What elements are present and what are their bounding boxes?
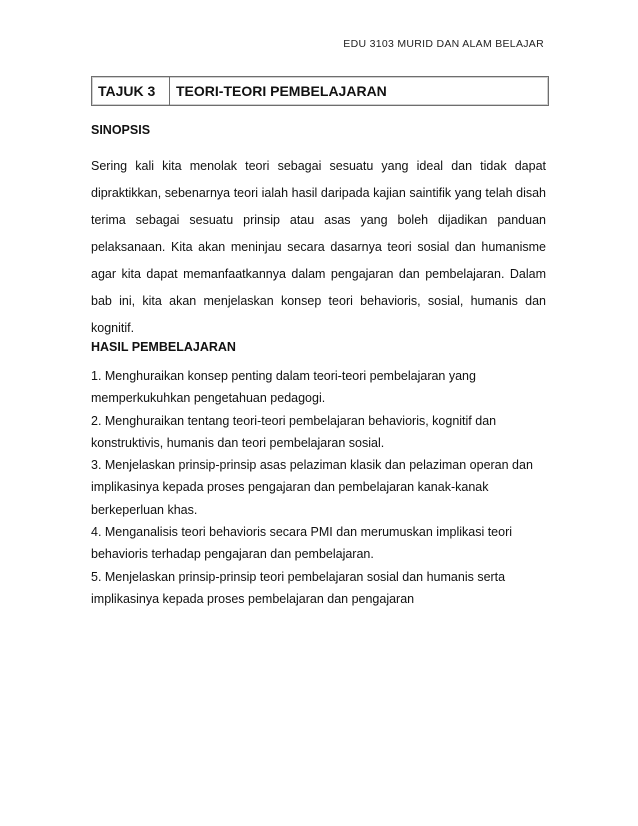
synopsis-paragraph: Sering kali kita menolak teori sebagai sesuatu yang ideal dan tidak dapat dipraktikkan, sebenarnya teori ialah hasil daripada kajian saintifik yang telah disah terima sebagai sesuatu prinsip atau asas yang boleh dijadikan panduan pelaksanaan. Kita akan meninjau secara dasarnya teori sosial dan humanisme agar kita dapat memanfaatkannya dalam pengajaran dan pembelajaran. Dalam bab ini, kita akan menjelaskan konsep teori behavioris, sosial, humanis dan kognitif. [91,159,546,335]
topic-number: TAJUK 3 [92,77,170,105]
learning-outcomes-list [91,365,546,610]
synopsis-heading: SINOPSIS [91,123,151,137]
topic-title: TEORI-TEORI PEMBELAJARAN [176,83,387,99]
topic-title-box [91,76,549,106]
learning-outcome-item: 5. Menjelaskan prinsip-prinsip teori pembelajaran sosial dan humanis serta implikasinya kepada proses pembelajaran dan pengajaran [91,569,506,606]
running-header: EDU 3103 MURID DAN ALAM BELAJAR [343,38,544,50]
learning-outcome-item: 2. Menghuraikan tentang teori-teori pembelajaran behavioris, kognitif dan konstruktivis, humanis dan teori pembelajaran sosial. [91,413,497,450]
learning-outcomes-heading: HASIL PEMBELAJARAN [91,340,236,354]
learning-outcome-item: 3. Menjelaskan prinsip-prinsip asas pelaziman klasik dan pelaziman operan dan implikasinya kepada proses pengajaran dan pembelajaran kanak-kanak berkeperluan khas. [91,458,533,517]
learning-outcome-item: 4. Menganalisis teori behavioris secara PMI dan merumuskan implikasi teori behavioris terhadap pengajaran dan pembelajaran. [91,525,513,562]
learning-outcome-item: 1. Menghuraikan konsep penting dalam teori-teori pembelajaran yang memperkukuhkan pengetahuan pedagogi. [91,369,476,406]
